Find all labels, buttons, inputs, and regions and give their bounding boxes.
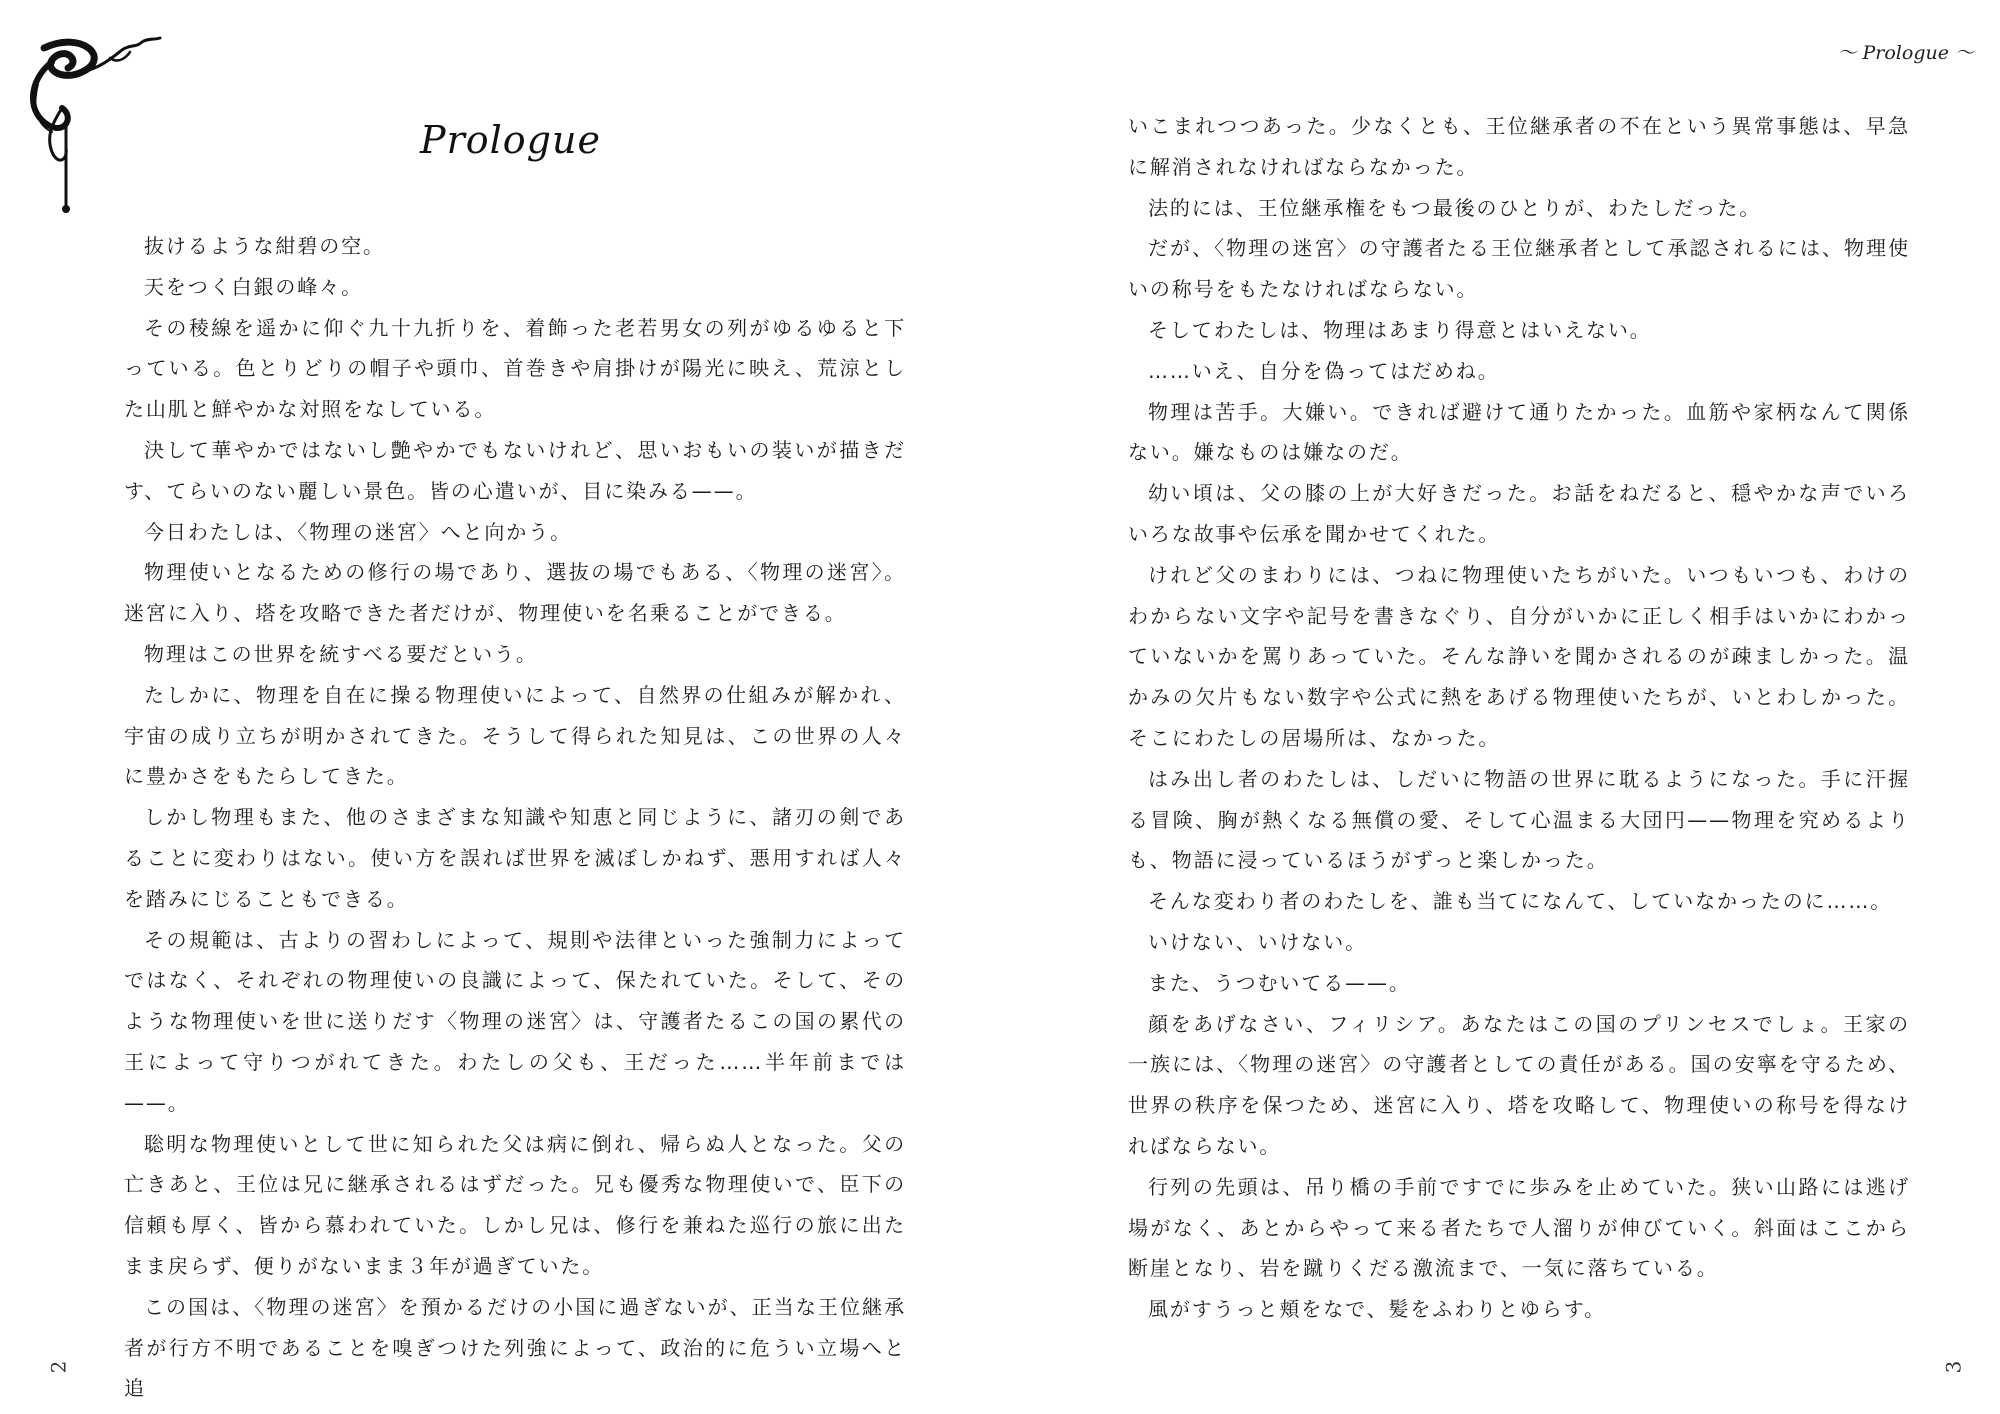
paragraph: いけない、いけない。 (1148, 929, 1367, 954)
page-number-right: 3 (1941, 1360, 1966, 1374)
paragraph: 物理はこの世界を統すべる要だという。 (144, 641, 538, 666)
paragraph: ……いえ、自分を偽ってはだめね。 (1148, 358, 1500, 383)
paragraph: 天をつく白銀の峰々。 (144, 274, 363, 299)
paragraph: 幼い頃は、父の膝の上が大好きだった。お話をねだると、穏やかな声でいろいろな故事や伝承を聞かせてくれた。 (1128, 481, 1910, 546)
paragraph: そしてわたしは、物理はあまり得意とはいえない。 (1148, 317, 1652, 342)
running-head: ～ Prologue ～ (1837, 42, 1974, 64)
paragraph: 行列の先頭は、吊り橋の手前ですでに歩みを止めていた。狭い山路には逃げ場がなく、あとからやって来る者たちで人溜りが伸びていく。斜面はここから断崖となり、岩を蹴りくだる激流まで、一気に落ちている。 (1128, 1174, 1910, 1281)
art-nouveau-corner-ornament-icon (22, 28, 162, 218)
page-number-left: 2 (46, 1360, 71, 1374)
paragraph: この国は、〈物理の迷宮〉を預かるだけの小国に過ぎないが、正当な王位継承者が行方不明であることを嗅ぎつけた列強によって、政治的に危うい立場へと追 (124, 1294, 906, 1401)
paragraph-continued: いこまれつつあった。少なくとも、王位継承者の不在という異常事態は、早急に解消されなければならなかった。 (1128, 114, 1910, 179)
paragraph: だが、〈物理の迷宮〉の守護者たる王位継承者として承認されるには、物理使いの称号をもたなければならない。 (1128, 236, 1910, 302)
left-page-body (124, 226, 906, 1409)
paragraph: 物理使いとなるための修行の場であり、選抜の場でもある、〈物理の迷宮〉。迷宮に入り、塔を攻略できた者だけが、物理使いを名乗ることができる。 (124, 560, 906, 626)
paragraph: 今日わたしは、〈物理の迷宮〉へと向かう。 (144, 519, 572, 544)
paragraph: 決して華やかではないし艶やかでもないけれど、思いおもいの装いが描きだす、てらいのない麗しい景色。皆の心遣いが、目に染みる——。 (124, 437, 906, 503)
paragraph: けれど父のまわりには、つねに物理使いたちがいた。いつもいつも、わけのわからない文字や記号を書きなぐり、自分がいかに正しく相手はいかにわかっていないかを罵りあっていた。そんな諍いを聞かされるのが疎ましかった。温かみの欠片もない数字や公式に熱をあげる物理使いたちが、いとわしかった。そこにわたしの居場所は、なかった。 (1128, 562, 1910, 750)
paragraph: また、うつむいてる——。 (1148, 970, 1411, 995)
paragraph: その稜線を遥かに仰ぐ九十九折りを、着飾った老若男女の列がゆるゆると下っている。色とりどりの帽子や頭巾、首巻きや肩掛けが陽光に映え、荒涼とした山肌と鮮やかな対照をなしている。 (124, 315, 906, 422)
paragraph: その規範は、古よりの習わしによって、規則や法律といった強制力によってではなく、それぞれの物理使いの良識によって、保たれていた。そして、そのような物理使いを世に送りだす〈物理の迷宮〉は、守護者たるこの国の累代の王によって守りつがれてきた。わたしの父も、王だった……半年前までは——。 (124, 927, 906, 1115)
paragraph: たしかに、物理を自在に操る物理使いによって、自然界の仕組みが解かれ、宇宙の成り立ちが明かされてきた。そうして得られた知見は、この世界の人々に豊かさをもたらしてきた。 (124, 682, 906, 789)
paragraph: 物理は苦手。大嫌い。できれば避けて通りたかった。血筋や家柄なんて関係ない。嫌なものは嫌なのだ。 (1128, 399, 1910, 465)
paragraph: 抜けるような紺碧の空。 (144, 234, 385, 258)
chapter-title: Prologue (420, 118, 601, 162)
paragraph: 法的には、王位継承権をもつ最後のひとりが、わたしだった。 (1148, 195, 1762, 220)
paragraph: そんな変わり者のわたしを、誰も当てになんて、していなかったのに……。 (1148, 889, 1893, 914)
paragraph: 聡明な物理使いとして世に知られた父は病に倒れ、帰らぬ人となった。父の亡きあと、王位は兄に継承されるはずだった。兄も優秀な物理使いで、臣下の信頼も厚く、皆から慕われていた。しかし兄は、修行を兼ねた巡行の旅に出たまま戻らず、便りがないまま３年が過ぎていた。 (124, 1131, 906, 1278)
paragraph: 風がすうっと頬をなで、髪をふわりとゆらす。 (1148, 1297, 1606, 1322)
paragraph: 顔をあげなさい、フィリシア。あなたはこの国のプリンセスでしょ。王家の一族には、〈物理の迷宮〉の守護者としての責任がある。国の安寧を守るため、世界の秩序を保つため、迷宮に入り、塔を攻略して、物理使いの称号を得なければならない。 (1128, 1011, 1910, 1158)
right-page-body (1128, 106, 1910, 1330)
paragraph: はみ出し者のわたしは、しだいに物語の世界に耽るようになった。手に汗握る冒険、胸が熱くなる無償の愛、そして心温まる大団円——物理を究めるよりも、物語に浸っているほうがずっと楽しかった。 (1128, 766, 1910, 873)
paragraph: しかし物理もまた、他のさまざまな知識や知恵と同じように、諸刃の剣であることに変わりはない。使い方を誤れば世界を滅ぼしかねず、悪用すれば人々を踏みにじることもできる。 (124, 805, 906, 911)
right-page (1000, 0, 2000, 1414)
